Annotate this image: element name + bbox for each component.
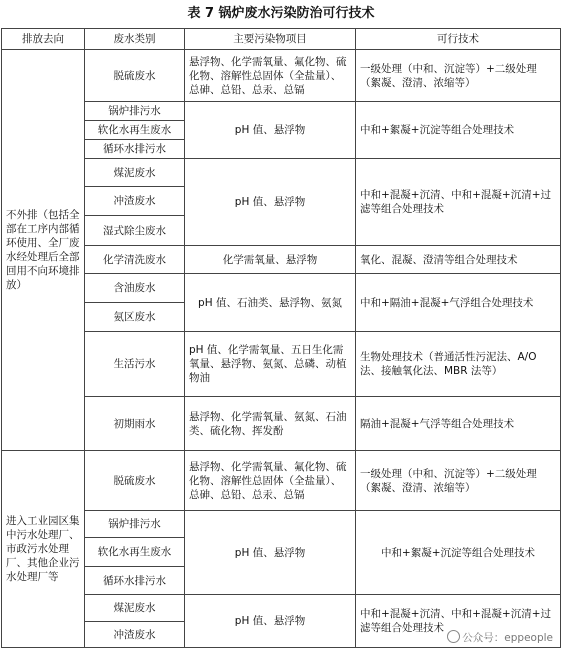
table-row <box>2 102 561 121</box>
technology: 中和+絮凝+沉淀等组合处理技术 <box>356 102 561 159</box>
wastewater-type: 锅炉排污水 <box>85 511 185 538</box>
table-row <box>2 159 561 187</box>
disposal-no-discharge: 不外排（包括全部在工序内部循环使用、全厂废水经处理后全部回用不向环境排放） <box>2 50 85 451</box>
wastewater-type: 氨区废水 <box>85 303 185 332</box>
pollutants: pH 值、悬浮物 <box>185 102 356 159</box>
technology: 中和+絮凝+沉淀等组合处理技术 <box>356 511 561 595</box>
wastewater-type: 循环水排污水 <box>85 567 185 595</box>
table-row <box>2 511 561 538</box>
table-row <box>2 332 561 397</box>
technology: 中和+混凝+沉清、中和+混凝+沉清+过滤等组合处理技术 <box>356 159 561 246</box>
wastewater-type: 煤泥废水 <box>85 159 185 187</box>
wastewater-type: 含油废水 <box>85 274 185 303</box>
pollutants: 悬浮物、化学需氧量、氨氮、石油类、硫化物、挥发酚 <box>185 397 356 451</box>
wastewater-type: 循环水排污水 <box>85 140 185 159</box>
wastewater-type: 冲渣废水 <box>85 622 185 648</box>
technology: 中和+隔油+混凝+气浮组合处理技术 <box>356 274 561 332</box>
technology: 一级处理（中和、沉淀等）+二级处理（絮凝、澄清、浓缩等） <box>356 50 561 102</box>
table-row <box>2 595 561 622</box>
technology: 隔油+混凝+气浮等组合处理技术 <box>356 397 561 451</box>
pollutants: 悬浮物、化学需氧量、氟化物、硫化物、溶解性总固体（全盐量）、总砷、总铅、总汞、总镉 <box>185 50 356 102</box>
pollutants: 悬浮物、化学需氧量、氟化物、硫化物、溶解性总固体（全盐量）、总砷、总铅、总汞、总镉 <box>185 451 356 511</box>
technology: 生物处理技术（普通活性污泥法、A/O 法、接触氧化法、MBR 法等） <box>356 332 561 397</box>
wastewater-type: 化学清洗废水 <box>85 246 185 274</box>
header-technology: 可行技术 <box>356 29 561 50</box>
disposal-central-treatment: 进入工业园区集中污水处理厂、市政污水处理厂、其他企业污水处理厂等 <box>2 451 85 648</box>
table-row <box>2 451 561 511</box>
table-row <box>2 246 561 274</box>
pollutants: pH 值、悬浮物 <box>185 159 356 246</box>
wastewater-type: 初期雨水 <box>85 397 185 451</box>
technology: 氧化、混凝、澄清等组合处理技术 <box>356 246 561 274</box>
table-row <box>2 50 561 102</box>
pollutants: pH 值、化学需氧量、五日生化需氧量、悬浮物、氨氮、总磷、动植物油 <box>185 332 356 397</box>
wastewater-type: 软化水再生废水 <box>85 538 185 567</box>
header-pollutants: 主要污染物项目 <box>185 29 356 50</box>
watermark <box>444 629 556 646</box>
header-disposal: 排放去向 <box>2 29 85 50</box>
pollution-control-table <box>1 28 561 648</box>
table-row <box>2 274 561 303</box>
wastewater-type: 脱硫废水 <box>85 50 185 102</box>
header-wastewater-type: 废水类别 <box>85 29 185 50</box>
technology: 中和+混凝+沉清、中和+混凝+沉清+过滤等组合处理技术 <box>356 595 561 648</box>
wastewater-type: 软化水再生废水 <box>85 121 185 140</box>
wastewater-type: 生活污水 <box>85 332 185 397</box>
wastewater-type: 脱硫废水 <box>85 451 185 511</box>
pollutants: pH 值、悬浮物 <box>185 511 356 595</box>
watermark-text: 公众号：eppeople <box>462 632 553 644</box>
wastewater-type: 湿式除尘废水 <box>85 216 185 246</box>
wastewater-type: 煤泥废水 <box>85 595 185 622</box>
wechat-icon <box>447 630 460 643</box>
table-row <box>2 397 561 451</box>
pollutants: pH 值、悬浮物 <box>185 595 356 648</box>
wastewater-type: 锅炉排污水 <box>85 102 185 121</box>
pollutants: pH 值、石油类、悬浮物、氨氮 <box>185 274 356 332</box>
header-row <box>2 29 561 50</box>
technology: 一级处理（中和、沉淀等）+二级处理（絮凝、澄清、浓缩等） <box>356 451 561 511</box>
wastewater-type: 冲渣废水 <box>85 187 185 216</box>
pollutants: 化学需氧量、悬浮物 <box>185 246 356 274</box>
table-title: 表 7 锅炉废水污染防治可行技术 <box>187 6 375 21</box>
